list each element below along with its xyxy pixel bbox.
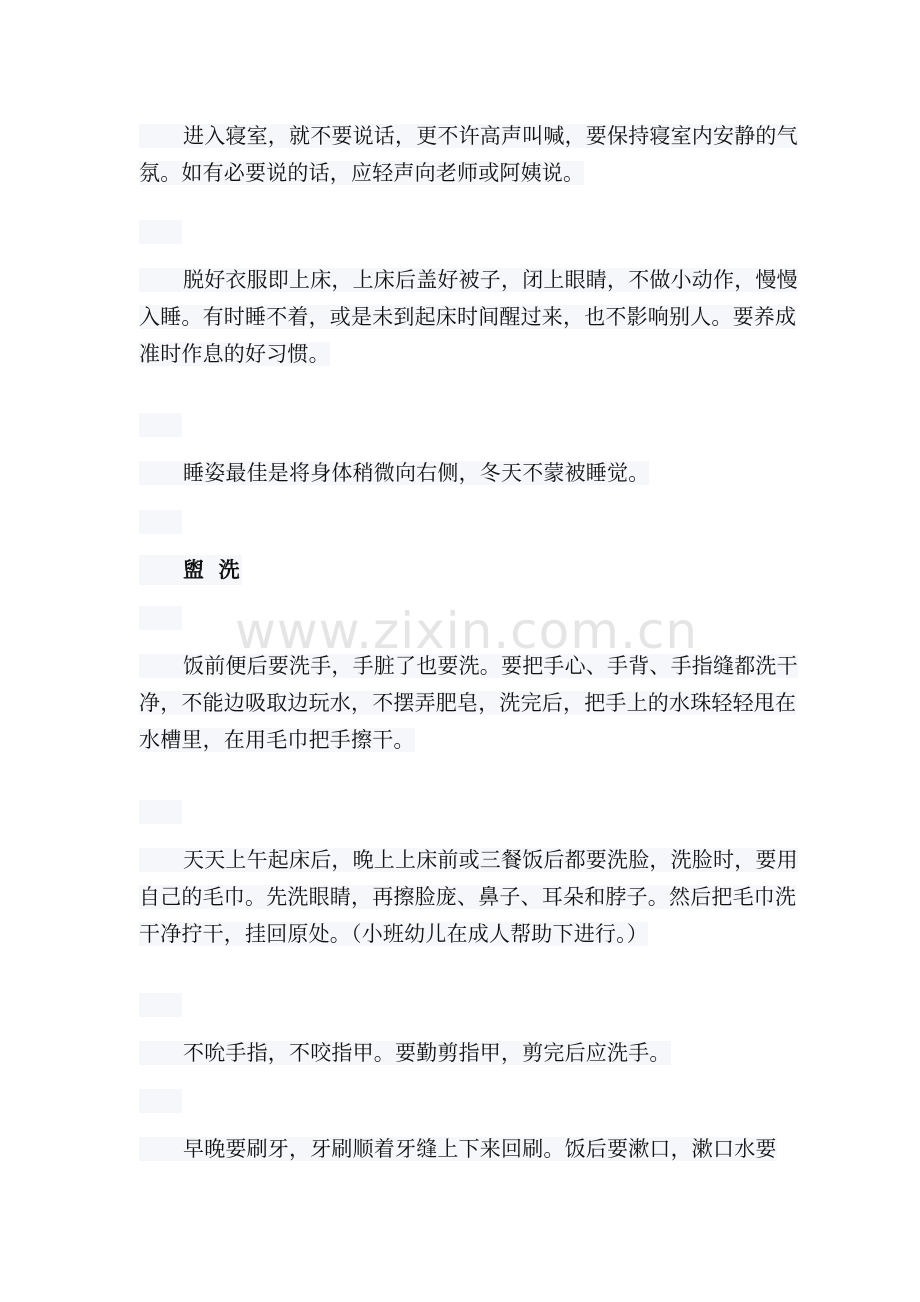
paragraph-undress-sleep [139, 262, 799, 373]
blank-line [139, 220, 182, 244]
paragraph-text: 脱好衣服即上床，上床后盖好被子，闭上眼睛，不做小动作，慢慢入睡。有时睡不着，或是未到起床时间醒过来，也不影响别人。要养成准时作息的好习惯。 [139, 268, 798, 366]
blank-line [139, 606, 182, 630]
paragraph-face-washing [139, 842, 799, 953]
paragraph-sleep-posture [139, 455, 799, 492]
blank-line [139, 1089, 182, 1113]
paragraph-text: 早晚要刷牙，牙刷顺着牙缝上下来回刷。饭后要漱口，漱口水要 [183, 1137, 777, 1161]
paragraph-text: 进入寝室，就不要说话，更不许高声叫喊，要保持寝室内安静的气氛。如有必要说的话，应轻声向老师或阿姨说。 [139, 124, 798, 185]
blank-line [139, 993, 182, 1017]
blank-line [139, 413, 182, 437]
section-heading-text: 盥 洗 [183, 557, 240, 582]
watermark: www.zixin.com.cn [235, 602, 699, 660]
blank-line [139, 510, 182, 534]
paragraph-text: 天天上午起床后，晚上上床前或三餐饭后都要洗脸，洗脸时，要用自己的毛巾。先洗眼睛，再擦脸庞、鼻子、耳朵和脖子。然后把毛巾洗干净拧干，挂回原处。（小班幼儿在成人帮助下进行。） [139, 848, 798, 946]
paragraph-nails [139, 1035, 799, 1072]
blank-line [139, 800, 182, 824]
paragraph-dorm-quiet [139, 118, 799, 192]
section-heading [139, 555, 242, 585]
paragraph-text: 睡姿最佳是将身体稍微向右侧，冬天不蒙被睡觉。 [183, 461, 650, 485]
paragraph-text: 不吮手指，不咬指甲。要勤剪指甲，剪完后应洗手。 [183, 1041, 671, 1065]
paragraph-handwashing [139, 648, 799, 759]
paragraph-text: 饭前便后要洗手，手脏了也要洗。要把手心、手背、手指缝都洗干净，不能边吸取边玩水，不摆弄肥皂，洗完后，把手上的水珠轻轻甩在水槽里，在用毛巾把手擦干。 [139, 654, 798, 752]
paragraph-brushing-teeth [139, 1131, 799, 1168]
